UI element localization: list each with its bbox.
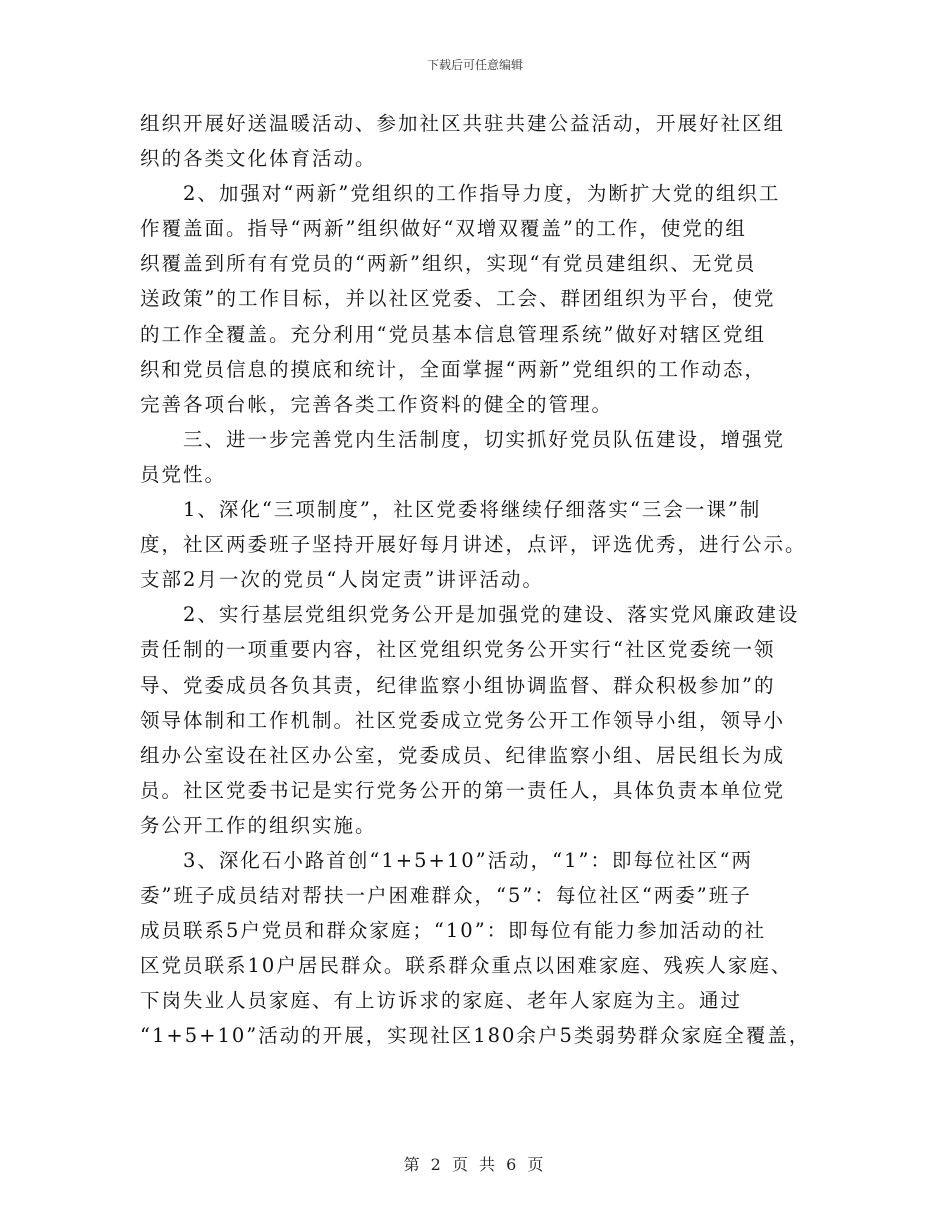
body-line: 委”班子成员结对帮扶一户困难群众，“5”：每位社区“两委”班子 xyxy=(140,884,752,908)
body-line: 支部2月一次的党员“人岗定责”讲评活动。 xyxy=(140,568,544,592)
body-line: 员党性。 xyxy=(140,462,227,486)
document-body xyxy=(140,106,815,1054)
body-line: 组办公室设在社区办公室，党委成员、纪律监察小组、居民组长为成 xyxy=(140,743,786,767)
body-line: 度，社区两委班子坚持开展好每月讲述，点评，评选优秀，进行公示。 xyxy=(140,533,807,557)
body-line: 作覆盖面。指导“两新”组织做好“双增双覆盖”的工作，使党的组 xyxy=(140,217,747,241)
page-header-note: 下载后可任意编辑 xyxy=(426,58,523,72)
body-line: 区党员联系10户居民群众。联系群众重点以困难家庭、残疾人家庭、 xyxy=(140,954,793,978)
body-line: 导、党委成员各负其责，纪律监察小组协调监督、群众积极参加”的 xyxy=(140,673,776,697)
body-line: 织和党员信息的摸底和统计，全面掌握“两新”党组织的工作动态， xyxy=(140,357,766,381)
body-line: 成员联系5户党员和群众家庭；“10”：即每位有能力参加活动的社 xyxy=(140,919,767,943)
body-line: 下岗失业人员家庭、有上访诉求的家庭、老年人家庭为主。通过 xyxy=(140,989,743,1013)
body-line: 送政策”的工作目标，并以社区党委、工会、群团组织为平台，使党 xyxy=(140,287,776,311)
body-line: 织的各类文化体育活动。 xyxy=(140,147,377,171)
body-line: “1+5+10”活动的开展，实现社区180余户5类弱势群众家庭全覆盖， xyxy=(140,1024,811,1048)
body-line: 2、实行基层党组织党务公开是加强党的建设、落实党风廉政建设 xyxy=(140,603,800,627)
body-line: 务公开工作的组织实施。 xyxy=(140,813,377,837)
body-line: 3、深化石小路首创“1+5+10”活动，“1”：即每位社区“两 xyxy=(140,848,753,872)
body-line: 的工作全覆盖。充分利用“党员基本信息管理系统”做好对辖区党组 xyxy=(140,322,766,346)
body-line: 织覆盖到所有有党员的“两新”组织，实现“有党员建组织、无党员 xyxy=(140,252,757,276)
body-line: 员。社区党委书记是实行党务公开的第一责任人，具体负责本单位党 xyxy=(140,778,786,802)
body-line: 完善各项台帐，完善各类工作资料的健全的管理。 xyxy=(140,392,614,416)
page-number: 第 2 页 共 6 页 xyxy=(403,1155,547,1174)
body-line: 2、加强对“两新”党组织的工作指导力度，为断扩大党的组织工 xyxy=(140,182,781,206)
body-line: 组织开展好送温暖活动、参加社区共驻共建公益活动，开展好社区组 xyxy=(140,112,786,135)
body-line: 责任制的一项重要内容，社区党组织党务公开实行“社区党委统一领 xyxy=(140,638,776,662)
body-line: 领导体制和工作机制。社区党委成立党务公开工作领导小组，领导小 xyxy=(140,708,786,732)
body-line: 三、进一步完善党内生活制度，切实抓好党员队伍建设，增强党 xyxy=(140,427,786,451)
body-line: 1、深化“三项制度”，社区党委将继续仔细落实“三会一课”制 xyxy=(140,498,762,522)
